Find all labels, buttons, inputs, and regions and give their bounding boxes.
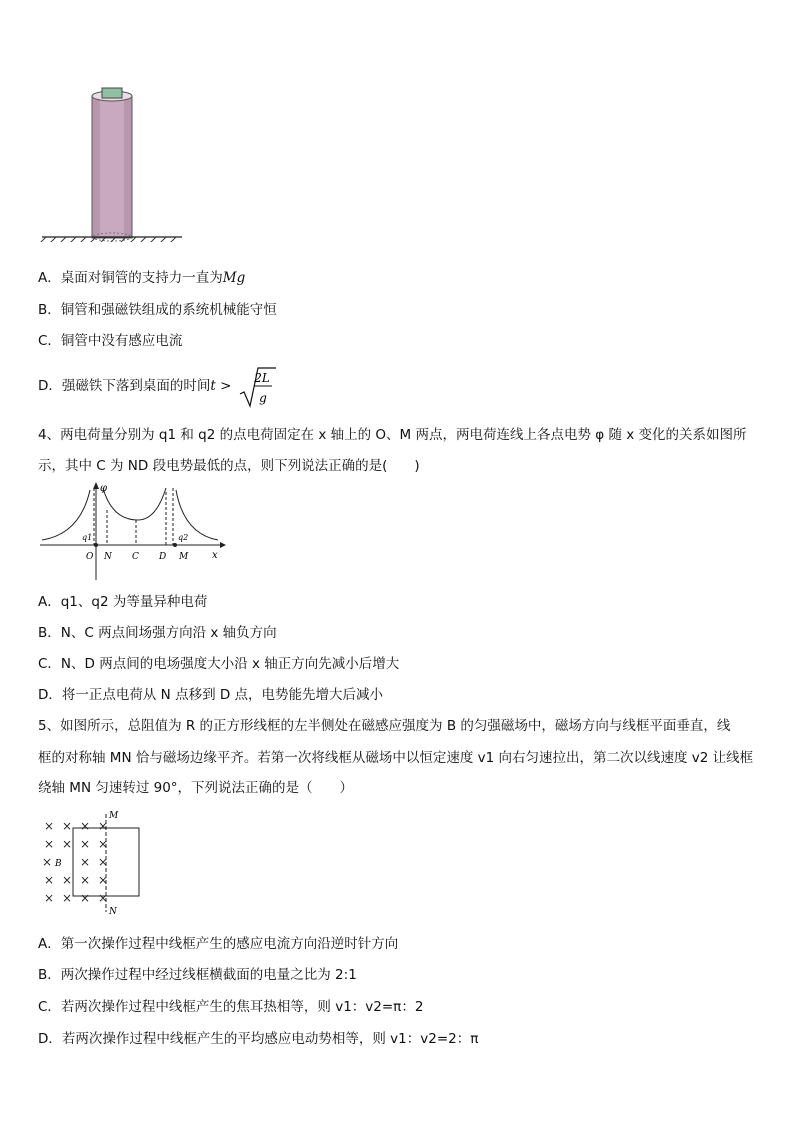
svg-text:×: × — [98, 873, 109, 887]
q4-option-a: A．q1、q2 为等量异种电荷 — [38, 594, 208, 610]
point-c: C — [132, 552, 139, 562]
q4-stem-line1: 4、两电荷量分别为 q1 和 q2 的点电荷固定在 x 轴上的 O、M 两点，两电荷连线上各点电势 φ 随 x 变化的关系如图所 — [38, 427, 747, 443]
q5-stem-line3: 绕轴 MN 匀速转过 90°，下列说法正确的是（ ） — [38, 780, 354, 796]
svg-text:×: × — [98, 891, 109, 905]
point-n: N — [104, 552, 112, 562]
copper-tube-figure — [40, 82, 190, 242]
q3-option-b: B．铜管和强磁铁组成的系统机械能守恒 — [38, 302, 277, 318]
q3-option-d: D．强磁铁下落到桌面的时间t > — [38, 378, 232, 394]
label-n: N — [109, 907, 117, 917]
q4-option-b: B．N、C 两点间场强方向沿 x 轴负方向 — [38, 625, 277, 641]
svg-text:×: × — [44, 873, 55, 887]
x-label: x — [212, 550, 218, 561]
svg-text:×: × — [44, 891, 55, 905]
potential-graph — [38, 480, 228, 585]
svg-text:×: × — [80, 819, 91, 833]
svg-text:×: × — [98, 837, 109, 851]
q5-option-d: D．若两次操作过程中线框产生的平均感应电动势相等，则 v1：v2=2：π — [38, 1031, 479, 1047]
svg-text:×: × — [98, 819, 109, 833]
q1-dot — [94, 543, 98, 547]
point-m: M — [179, 552, 189, 562]
tube-inner-highlight — [100, 100, 124, 236]
svg-text:×: × — [80, 891, 91, 905]
q5-stem-line2: 框的对称轴 MN 恰与磁场边缘平齐。若第一次将线框从磁场中以恒定速度 v1 向右匀速拉出，第二次以线速度 v2 让线框 — [38, 750, 754, 766]
svg-text:×: × — [62, 819, 73, 833]
svg-text:×: × — [44, 819, 55, 833]
point-d: D — [159, 552, 167, 562]
point-o: O — [86, 552, 94, 562]
q4-stem-line2: 示，其中 C 为 ND 段电势最低的点，则下列说法正确的是( ) — [38, 458, 420, 474]
phi-label: φ — [100, 483, 108, 494]
label-b: B — [55, 859, 62, 869]
q2-label: q2 — [178, 533, 189, 542]
svg-text:×: × — [98, 855, 109, 869]
q5-option-a: A．第一次操作过程中线框产生的感应电流方向沿逆时针方向 — [38, 936, 399, 952]
svg-text:×: × — [80, 855, 91, 869]
svg-text:×: × — [62, 891, 73, 905]
q1-label: q1 — [82, 533, 93, 542]
formula-numerator: 2L — [254, 371, 270, 385]
q3-option-a: A．桌面对铜管的支持力一直为Mg — [38, 270, 246, 286]
field-crosses — [42, 819, 108, 905]
magnet-icon — [102, 88, 122, 98]
svg-text:×: × — [80, 873, 91, 887]
svg-text:×: × — [42, 855, 53, 869]
svg-text:×: × — [44, 837, 55, 851]
svg-text:×: × — [62, 837, 73, 851]
q5-stem-line1: 5、如图所示，总阻值为 R 的正方形线框的左半侧处在磁感应强度为 B 的匀强磁场中，磁场方向与线框平面垂直，线 — [38, 718, 731, 734]
q5-option-b: B．两次操作过程中经过线框横截面的电量之比为 2:1 — [38, 967, 357, 983]
magnetic-field-figure — [38, 806, 158, 918]
sqrt-formula — [238, 364, 278, 412]
formula-denominator: g — [259, 391, 267, 405]
svg-text:×: × — [80, 837, 91, 851]
q3-option-c: C．铜管中没有感应电流 — [38, 333, 183, 349]
svg-text:×: × — [62, 873, 73, 887]
q5-option-c: C．若两次操作过程中线框产生的焦耳热相等，则 v1：v2=π：2 — [38, 999, 424, 1015]
q4-option-d: D．将一正点电荷从 N 点移到 D 点，电势能先增大后减小 — [38, 687, 384, 703]
q2-dot — [173, 543, 177, 547]
q4-option-c: C．N、D 两点间的电场强度大小沿 x 轴正方向先减小后增大 — [38, 656, 400, 672]
curve-middle — [103, 488, 166, 520]
label-m: M — [109, 811, 119, 821]
